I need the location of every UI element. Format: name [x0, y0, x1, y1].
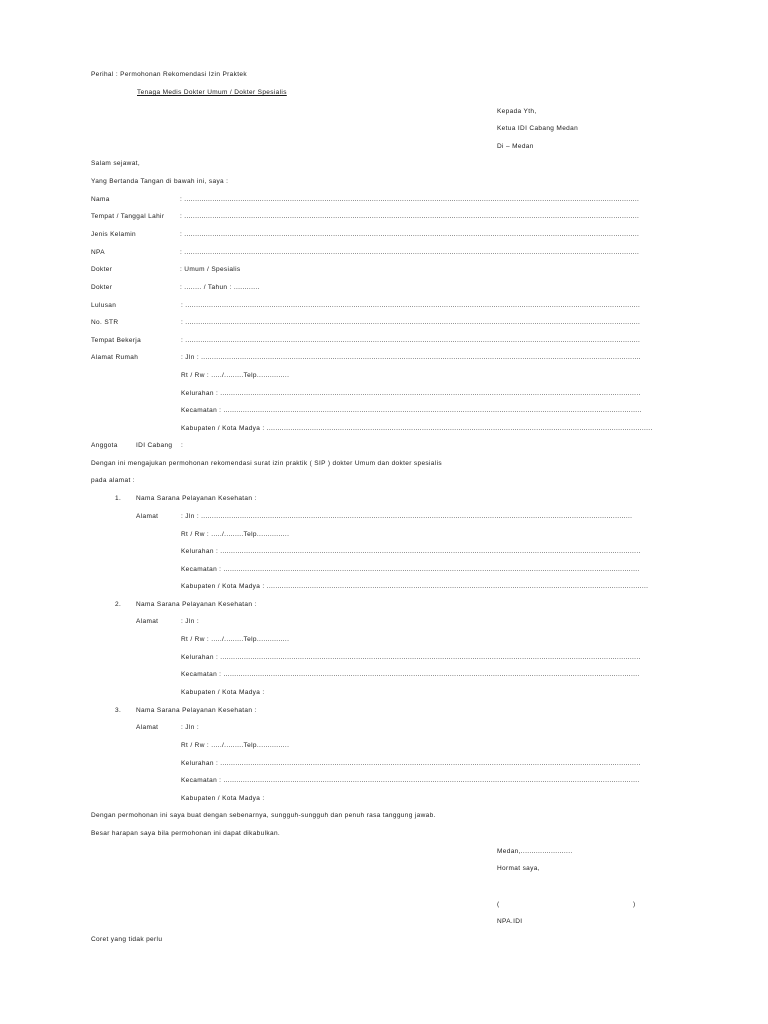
field-label-npa: NPA — [91, 249, 105, 256]
ketua-line: Ketua IDI Cabang Medan — [497, 125, 579, 132]
kepada-line: Kepada Yth, — [497, 108, 537, 115]
field-value-tempat-tanggal-lahir[interactable]: : ................................................................................................................................................................................................................... — [180, 213, 640, 220]
anggota-label: Anggota — [91, 442, 118, 449]
facility-2-jln[interactable]: : Jln : — [181, 618, 199, 625]
facility-2-kelurahan[interactable]: Kelurahan : ................................................................................................................................................................................................... — [181, 654, 641, 661]
facility-2-kecamatan[interactable]: Kecamatan : ................................................................................................................................................................................................. — [181, 671, 640, 678]
hormat-saya: Hormat saya, — [497, 865, 540, 872]
field-label-jenis-kelamin: Jenis Kelamin — [91, 231, 137, 238]
facility-1-name: Nama Sarana Pelayanan Kesehatan : — [136, 495, 257, 502]
closing-line-1: Dengan permohonan ini saya buat dengan sebenarnya, sungguh-sungguh dan penuh rasa tanggung jawab. — [91, 812, 436, 819]
field-label-dokter: Dokter — [91, 266, 113, 273]
field-value-npa[interactable]: : ................................................................................................................................................................................................................... — [180, 249, 640, 256]
field-label-tempat-bekerja: Tempat Bekerja — [91, 337, 142, 344]
field-value-dokter-type[interactable]: : Umum / Spesialis — [180, 266, 241, 273]
field-value-nama[interactable]: : ................................................................................................................................................................................................................... — [180, 196, 640, 203]
npa-idi: NPA.IDI — [497, 918, 523, 925]
greeting: Salam sejawat, — [91, 160, 140, 167]
facility-3-alamat-label: Alamat — [136, 724, 159, 731]
facility-3-name: Nama Sarana Pelayanan Kesehatan : — [136, 707, 257, 714]
facility-1-kabupaten[interactable]: Kabupaten / Kota Madya : ................................................................................................................................................................................. — [181, 583, 649, 590]
signature-close-paren: ) — [633, 901, 636, 908]
anggota-cabang: IDI Cabang — [136, 442, 173, 449]
closing-line-2: Besar harapan saya bila permohonan ini dapat dikabulkan. — [91, 830, 281, 837]
facility-3-kabupaten[interactable]: Kabupaten / Kota Madya : — [181, 795, 265, 802]
facility-3-kecamatan[interactable]: Kecamatan : ................................................................................................................................................................................................. — [181, 777, 640, 784]
perihal-line: Perihal : Permohonan Rekomendasi Izin Praktek — [91, 71, 247, 78]
facility-3-number: 3. — [115, 707, 122, 714]
home-kelurahan[interactable]: Kelurahan : ................................................................................................................................................................................................... — [181, 390, 641, 397]
facility-3-rt-rw[interactable]: Rt / Rw : ...../.........Telp............... — [181, 742, 290, 749]
field-label-no-str: No. STR — [91, 319, 119, 326]
field-value-no-str[interactable]: : ................................................................................................................................................................................................................... — [181, 319, 641, 326]
facility-1-kecamatan[interactable]: Kecamatan : ................................................................................................................................................................................................. — [181, 566, 640, 573]
facility-2-number: 2. — [115, 601, 122, 608]
signature-open-paren: ( — [497, 901, 500, 908]
intro-line: Yang Bertanda Tangan di bawah ini, saya : — [91, 178, 229, 185]
facility-1-jln[interactable]: : Jln : ........................................................................................................................................................................................................ — [181, 513, 633, 520]
field-label-dokter-tahun: Dokter — [91, 284, 113, 291]
anggota-colon: : — [181, 442, 184, 449]
field-value-jenis-kelamin[interactable]: : ................................................................................................................................................................................................................... — [180, 231, 640, 238]
home-kabupaten[interactable]: Kabupaten / Kota Madya : ................................................................................................................................................................................... — [181, 425, 653, 432]
facility-1-rt-rw[interactable]: Rt / Rw : ...../.........Telp............... — [181, 531, 290, 538]
facility-2-rt-rw[interactable]: Rt / Rw : ...../.........Telp............... — [181, 636, 290, 643]
facility-3-kelurahan[interactable]: Kelurahan : ................................................................................................................................................................................................... — [181, 760, 641, 767]
field-value-dokter-tahun[interactable]: : ........ / Tahun : ............ — [180, 284, 260, 291]
footnote: Coret yang tidak perlu — [91, 936, 163, 943]
pada-alamat: pada alamat : — [91, 477, 135, 484]
field-label-nama: Nama — [91, 196, 110, 203]
field-label-lulusan: Lulusan — [91, 302, 117, 309]
facility-3-jln[interactable]: : Jln : — [181, 724, 199, 731]
subject-line: Tenaga Medis Dokter Umum / Dokter Spesialis — [137, 89, 287, 96]
request-text: Dengan ini mengajukan permohonan rekomendasi surat izin praktik ( SIP ) dokter Umum dan dokter spesialis — [91, 460, 442, 467]
field-label-alamat-rumah: Alamat Rumah — [91, 354, 139, 361]
place-date[interactable]: Medan,........................ — [497, 848, 573, 855]
facility-2-kabupaten[interactable]: Kabupaten / Kota Madya : — [181, 689, 265, 696]
facility-1-alamat-label: Alamat — [136, 513, 159, 520]
field-value-tempat-bekerja[interactable]: : ................................................................................................................................................................................................................... — [181, 337, 641, 344]
field-value-alamat-rumah[interactable]: : Jln : ............................................................................................................................................................................................................ — [181, 354, 641, 361]
facility-2-alamat-label: Alamat — [136, 618, 159, 625]
field-label-tempat-tanggal-lahir: Tempat / Tanggal Lahir — [91, 213, 165, 220]
field-value-lulusan[interactable]: : ................................................................................................................................................................................................................... — [181, 302, 641, 309]
facility-2-name: Nama Sarana Pelayanan Kesehatan : — [136, 601, 257, 608]
di-line: Di – Medan — [497, 143, 534, 150]
home-rt-rw[interactable]: Rt / Rw : ...../.........Telp............... — [181, 372, 290, 379]
facility-1-number: 1. — [115, 495, 122, 502]
home-kecamatan[interactable]: Kecamatan : .................................................................................................................................................................................................. — [181, 407, 642, 414]
facility-1-kelurahan[interactable]: Kelurahan : ................................................................................................................................................................................................... — [181, 548, 641, 555]
